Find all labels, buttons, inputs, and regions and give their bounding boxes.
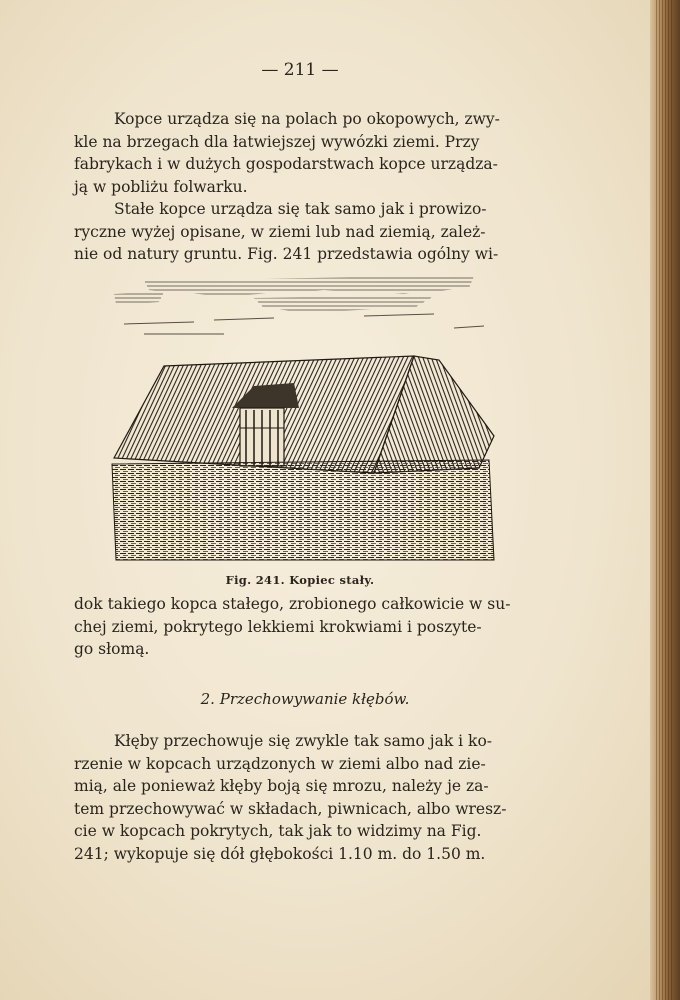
figure-caption: Fig. 241. Kopiec stały.: [225, 573, 375, 587]
door: [240, 408, 284, 466]
paragraph-3-line: go słomą.: [74, 640, 150, 659]
paragraph-3-line: chej ziemi, pokrytego lekkiemi krokwiami i poszyte-: [74, 617, 482, 636]
paragraph-2: [74, 198, 526, 266]
paragraph-2-line: nie od natury gruntu. Fig. 241 przedstawia ogólny wi-: [74, 245, 499, 264]
sky-hatching: [114, 276, 484, 334]
paragraph-2-line: ryczne wyżej opisane, w ziemi lub nad ziemią, zależ-: [74, 222, 486, 241]
line-text: Kopce urządza się na polach po okopowych, zwy-: [114, 110, 500, 128]
page-edge-lines: [656, 0, 674, 1000]
paragraph-1: [74, 108, 526, 198]
page-number: — 211 —: [261, 60, 339, 80]
paragraph-2-line: Stałe kopce urządza się tak samo jak i prowizo-: [114, 200, 487, 218]
paragraph-3: [74, 593, 526, 661]
paragraph-1-line: kle na brzegach dla łatwiejszej wywózki ziemi. Przy: [74, 132, 480, 151]
paragraph-1-line: [74, 108, 526, 131]
paragraph-4: [74, 730, 526, 866]
paragraph-1-line: fabrykach i w dużych gospodarstwach kopce urządza-: [74, 155, 498, 174]
figure-241-illustration: [104, 268, 499, 563]
paragraph-4-line: cie w kopcach pokrytych, tak jak to widzimy na Fig.: [74, 822, 482, 841]
paragraph-4-line: 241; wykopuje się dół głębokości 1.10 m. do 1.50 m.: [74, 844, 486, 863]
paragraph-1-line: ją w pobliżu folwarku.: [74, 177, 248, 196]
paragraph-4-line: tem przechowywać w składach, piwnicach, albo wresz-: [74, 799, 507, 818]
paragraph-4-line: Kłęby przechowuje się zwykle tak samo jak i ko-: [114, 732, 493, 750]
section-heading: 2. Przechowywanie kłębów.: [200, 690, 410, 708]
ground-hatching: [112, 460, 494, 560]
paragraph-3-line: dok takiego kopca stałego, zrobionego całkowicie w su-: [74, 595, 511, 613]
paragraph-4-line: rzenie w kopcach urządzonych w ziemi albo nad zie-: [74, 754, 486, 773]
paragraph-4-line: mią, ale ponieważ kłęby boją się mrozu, należy je za-: [74, 777, 489, 796]
